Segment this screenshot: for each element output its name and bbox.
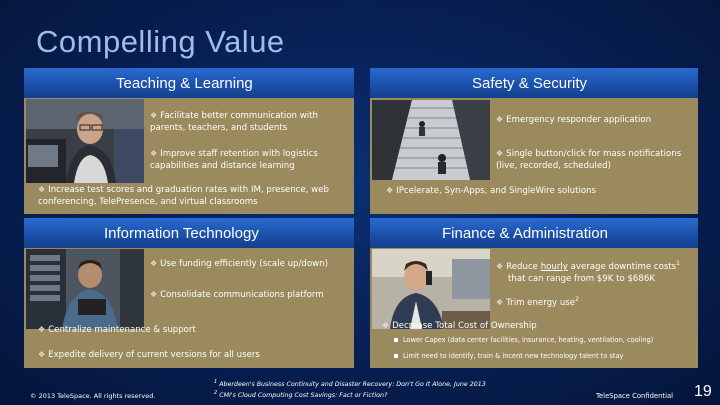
it-item-1: ❖ Use funding efficiently (scale up/down) bbox=[150, 259, 328, 269]
it-item-2: ❖ Consolidate communications platform bbox=[150, 290, 324, 300]
panel-finance-administration bbox=[370, 218, 698, 368]
panel-header bbox=[24, 68, 354, 98]
panel-header-label: Information Technology bbox=[104, 224, 259, 242]
teaching-item-3: ❖ Increase test scores and graduation rates with IM, presence, web conferencing, TelePresence, and virtual classrooms bbox=[38, 185, 329, 207]
finance-item-1: ❖ Reduce hourly average downtime costs$^1$ that can range from $9K to $686K bbox=[496, 260, 680, 284]
panel-safety-security bbox=[370, 68, 698, 214]
it-item-3: ❖ Centralize maintenance & support bbox=[38, 325, 196, 335]
escalator-photo bbox=[372, 100, 490, 180]
panel-information-technology bbox=[24, 218, 354, 368]
panel-header bbox=[370, 218, 698, 248]
panel-teaching-learning bbox=[24, 68, 354, 214]
diamond-bullet-icon: ❖ bbox=[496, 297, 504, 307]
panel-header bbox=[24, 218, 354, 248]
square-bullet-icon bbox=[394, 354, 398, 358]
copyright-text: © 2013 TeleSpace. All rights reserved. bbox=[30, 392, 156, 400]
panel-header-label: Teaching & Learning bbox=[116, 74, 253, 92]
server-room-photo bbox=[26, 249, 144, 329]
footnotes bbox=[214, 378, 486, 400]
diamond-bullet-icon: ❖ bbox=[38, 185, 46, 194]
panel-header-label: Safety & Security bbox=[472, 74, 588, 92]
diamond-bullet-icon: ❖ bbox=[150, 290, 158, 299]
safety-item-3: ❖ IPcelerate, Syn-Apps, and SingleWire solutions bbox=[386, 186, 597, 196]
diamond-bullet-icon: ❖ bbox=[150, 149, 158, 158]
diamond-bullet-icon: ❖ bbox=[386, 186, 394, 195]
safety-item-1: ❖ Emergency responder application bbox=[496, 115, 652, 125]
diamond-bullet-icon: ❖ bbox=[382, 321, 390, 330]
diamond-bullet-icon: ❖ bbox=[38, 350, 46, 359]
footnote-1: $^1$ Aberdeen's Business Continuity and Disaster Recovery: Don't Go It Alone, June 2013 bbox=[214, 379, 486, 389]
finance-item-3: ❖ Decrease Total Cost of Ownership bbox=[382, 321, 537, 331]
diamond-bullet-icon: ❖ bbox=[150, 111, 158, 120]
diamond-bullet-icon: ❖ bbox=[496, 261, 504, 271]
square-bullet-icon bbox=[394, 338, 398, 342]
teaching-item-1: ❖ Facilitate better communication with parents, teachers, and students bbox=[150, 111, 318, 133]
confidential-label: TeleSpace Confidential bbox=[596, 392, 674, 400]
diamond-bullet-icon: ❖ bbox=[38, 325, 46, 334]
diamond-bullet-icon: ❖ bbox=[496, 149, 504, 158]
panel-header-label: Finance & Administration bbox=[442, 224, 608, 242]
businessman-phone-photo bbox=[372, 249, 490, 329]
page-number: 19 bbox=[694, 383, 712, 400]
slide-title: Compelling Value bbox=[36, 24, 285, 59]
finance-item-2: ❖ Trim energy use$^2$ bbox=[496, 296, 579, 308]
students-photo bbox=[26, 99, 144, 183]
teaching-item-2: ❖ Improve staff retention with logistics capabilities and distance learning bbox=[150, 149, 318, 171]
finance-subitem-2: Limit need to identify, train & incent new technology talent to stay bbox=[394, 351, 694, 361]
safety-item-2: ❖ Single button/click for mass notifications (live, recorded, scheduled) bbox=[496, 149, 682, 171]
diamond-bullet-icon: ❖ bbox=[496, 115, 504, 124]
panel-header bbox=[370, 68, 698, 98]
it-item-4: ❖ Expedite delivery of current versions for all users bbox=[38, 350, 260, 360]
footnote-2: $^2$ CMI's Cloud Computing Cost Savings: Fact or Fiction? bbox=[214, 390, 388, 400]
diamond-bullet-icon: ❖ bbox=[150, 259, 158, 268]
finance-subitem-1: Lower Capex (data center facilities, insurance, heating, ventilation, cooling) bbox=[394, 335, 694, 345]
